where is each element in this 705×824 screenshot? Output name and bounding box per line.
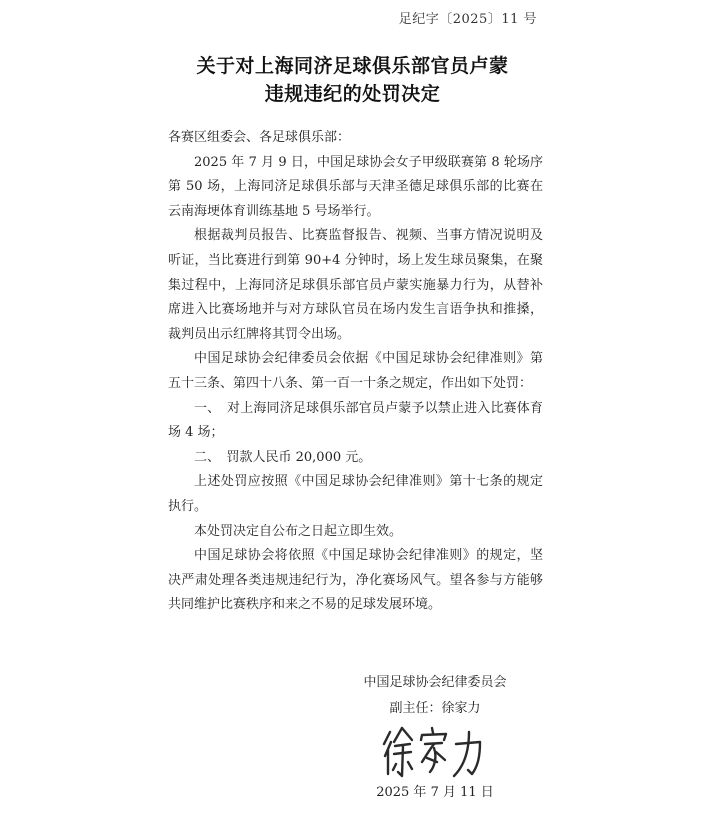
document-title <box>0 52 705 108</box>
signatory-title: 副主任：徐家力 <box>389 701 481 716</box>
paragraph-match-info: 2025 年 7 月 9 日，中国足球协会女子甲级联赛第 8 轮场序第 50 场，上海同济足球俱乐部与天津圣德足球俱乐部的比赛在云南海埂体育训练基地 5 号场举行。 <box>168 154 543 219</box>
paragraph-effective: 本处罚决定自公布之日起立即生效。 <box>194 523 403 539</box>
paragraph-penalty-1: 一、 对上海同济足球俱乐部官员卢蒙予以禁止进入比赛体育场 4 场； <box>168 400 543 441</box>
paragraph-penalty-2: 二、 罚款人民币 20,000 元。 <box>194 449 372 465</box>
salutation: 各赛区组委会、各足球俱乐部： <box>168 130 351 145</box>
paragraph-legal-basis: 中国足球协会纪律委员会依据《中国足球协会纪律准则》第五十三条、第四十八条、第一百一十条之规定，作出如下处罚： <box>168 351 543 391</box>
title-line-2: 违规违纪的处罚决定 <box>264 83 441 105</box>
document-number: 足纪字〔2025〕11 号 <box>398 12 537 27</box>
document-body <box>168 126 543 618</box>
signing-organization: 中国足球协会纪律委员会 <box>363 675 507 690</box>
signature-block <box>330 672 540 804</box>
title-line-1: 关于对上海同济足球俱乐部官员卢蒙 <box>196 55 509 77</box>
paragraph-incident: 根据裁判员报告、比赛监督报告、视频、当事方情况说明及听证，当比赛进行到第 90+4 分钟时，场上发生球员聚集，在聚集过程中，上海同济足球俱乐部官员卢蒙实施暴力行为，从替补席进入比赛场地并与对方球队官员在场内发生言语争执和推搡，裁判员出示红牌将其罚令出场。 <box>168 228 543 342</box>
paragraph-execution: 上述处罚应按照《中国足球协会纪律准则》第十七条的规定执行。 <box>168 474 543 514</box>
handwritten-signature <box>380 722 490 780</box>
signing-date: 2025 年 7 月 11 日 <box>376 785 494 800</box>
paragraph-closing: 中国足球协会将依照《中国足球协会纪律准则》的规定，坚决严肃处理各类违规违纪行为，净化赛场风气。望各参与方能够共同维护比赛秩序和来之不易的足球发展环境。 <box>168 548 543 613</box>
